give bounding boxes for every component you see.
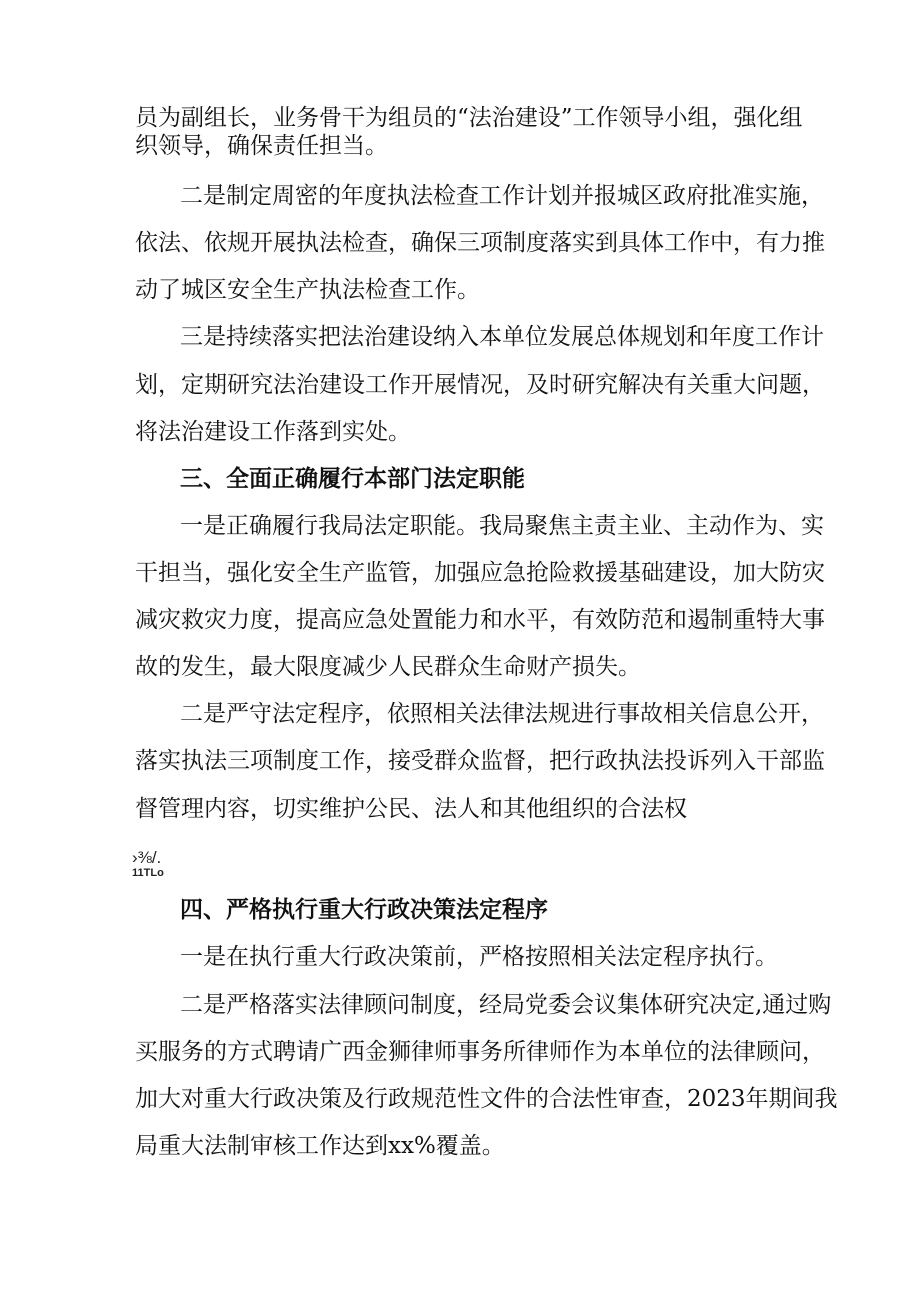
text-line: 二是严守法定程序，依照相关法律法规进行事故相关信息公开， <box>180 701 824 727</box>
text-line: 故的发生，最大限度减少人民群众生命财产损失。 <box>135 654 641 680</box>
text-line: 依法、依规开展执法检查，确保三项制度落实到具体工作中，有力推 <box>135 230 825 256</box>
text-line: 买服务的方式聘请广西金狮律师事务所律师作为本单位的法律顾问， <box>135 1039 825 1065</box>
section-heading: 四、严格执行重大行政决策法定程序 <box>180 897 548 923</box>
text-line: 划，定期研究法治建设工作开展情况，及时研究解决有关重大问题， <box>135 372 825 398</box>
text-line: 督管理内容，切实维护公民、法人和其他组织的合法权 <box>135 796 687 822</box>
text-line: 一是在执行重大行政决策前，严格按照相关法定程序执行。 <box>180 944 778 970</box>
text-line: 加大对重大行政决策及行政规范性文件的合法性审查，2023年期间我 <box>135 1086 838 1112</box>
text-line: 将法治建设工作落到实处。 <box>135 419 411 445</box>
text-line: 局重大法制审核工作达到xx%覆盖。 <box>135 1133 505 1159</box>
text-line: 二是严格落实法律顾问制度，经局党委会议集体研究决定,通过购 <box>180 992 832 1018</box>
scan-artifact-text: 11TLo <box>132 867 164 879</box>
text-line: 干担当，强化安全生产监管，加强应急抢险救援基础建设，加大防灾 <box>135 560 825 586</box>
text-line: 员为副组长，业务骨干为组员的“法治建设”工作领导小组，强化组 <box>135 105 803 131</box>
text-line: 一是正确履行我局法定职能。我局聚焦主责主业、主动作为、实 <box>180 513 824 539</box>
text-line: 三是持续落实把法治建设纳入本单位发展总体规划和年度工作计 <box>180 324 824 350</box>
scan-artifact-text: ›⅜/. <box>132 848 162 867</box>
text-line: 织领导，确保责任担当。 <box>135 133 388 159</box>
text-line: 二是制定周密的年度执法检查工作计划并报城区政府批准实施， <box>180 183 824 209</box>
section-heading: 三、全面正确履行本部门法定职能 <box>180 466 525 492</box>
text-line: 落实执法三项制度工作，接受群众监督，把行政执法投诉列入干部监 <box>135 748 825 774</box>
text-line: 动了城区安全生产执法检查工作。 <box>135 277 480 303</box>
text-line: 减灾救灾力度，提高应急处置能力和水平，有效防范和遏制重特大事 <box>135 607 825 633</box>
